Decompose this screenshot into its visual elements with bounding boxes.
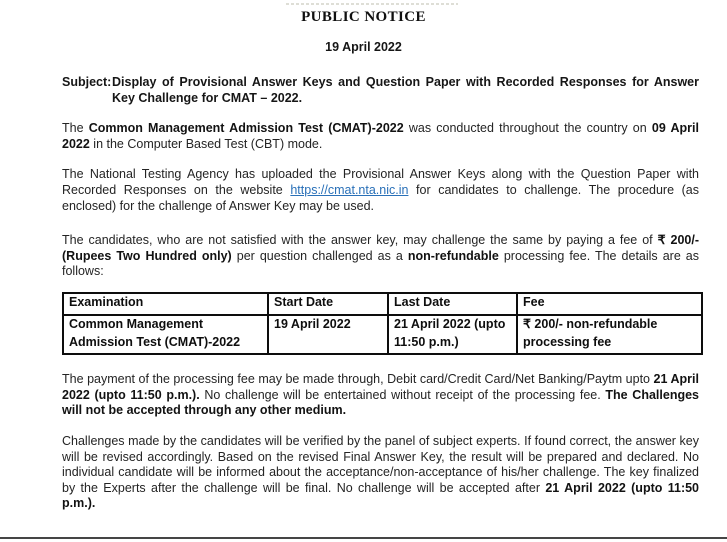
text-segment: 21 April 2022 (upto 11:50 p.m.). (62, 480, 700, 511)
table-cell: 19 April 2022 (268, 315, 388, 354)
text-segment: was conducted throughout the country on (403, 121, 652, 136)
text-segment: The (62, 121, 89, 136)
text-segment: The National Testing Agency has uploaded the Provisional Answer Keys along with the Question Paper with Recorded Responses on the website (62, 167, 699, 197)
table-row (63, 315, 702, 354)
text-segment: non-refundable (407, 248, 499, 263)
paragraph-answer-keys-uploaded (62, 167, 699, 214)
notice-date: 19 April 2022 (325, 40, 402, 54)
text-segment: Challenges made by the candidates will be verified by the panel of subject experts. If found correct, the answer key will be revised accordingly. Based on the revised Final Answer Key, the result will be prepared and declared. No individual candidate will be informed about the acceptance/non-acceptance of his/her challenge. The key finalized by the Experts after the challenge will be final. No challenge will be accepted after (62, 434, 699, 495)
paragraph-expert-verification (62, 434, 699, 512)
subject-text (112, 75, 699, 106)
text-segment: ₹ 200/- (Rupees Two Hundred only) (62, 233, 699, 263)
text-segment: in the Computer Based Test (CBT) mode. (89, 136, 323, 151)
text-segment: 09 April 2022 (62, 121, 699, 151)
page-top-artifact (286, 3, 458, 5)
text-segment: The Challenges will not be accepted through any other medium. (62, 387, 699, 418)
text-segment: The candidates, who are not satisfied with the answer key, may challenge the same by paying a fee of (62, 233, 658, 248)
cmat-website-link[interactable]: https://cmat.nta.nic.in (290, 182, 409, 197)
table-header-cell: Last Date (388, 293, 517, 315)
table-header-row (63, 293, 702, 315)
page-bottom-border (0, 537, 727, 539)
challenge-details-table (62, 292, 703, 355)
text-segment: Common Management Admission Test (CMAT)-2022 (88, 121, 404, 136)
table-cell: ₹ 200/- non-refundable processing fee (517, 315, 702, 354)
paragraph-challenge-fee (62, 233, 699, 280)
table-cell: Common Management Admission Test (CMAT)-2022 (63, 315, 268, 354)
subject-label: Subject: (62, 75, 112, 89)
text-segment: Display of Provisional Answer Keys and Question Paper with Recorded Responses for Answer Key Challenge for CMAT – 2022 (112, 75, 699, 105)
table-cell: 21 April 2022 (upto 11:50 p.m.) (388, 315, 517, 354)
text-segment: processing fee. The details are as follows: (62, 248, 699, 279)
notice-body (0, 75, 727, 512)
text-segment: per question challenged as a (231, 248, 408, 263)
table-header-cell: Start Date (268, 293, 388, 315)
text-segment: for candidates to challenge. The procedure (as enclosed) for the challenge of Answer Key may be used. (62, 182, 699, 213)
text-segment: The payment of the processing fee may be made through, Debit card/Credit Card/Net Banking/Paytm upto (62, 372, 654, 387)
text-segment: 21 April 2022 (upto 11:50 p.m.). (62, 372, 699, 402)
text-segment: No challenge will be entertained without receipt of the processing fee. (199, 387, 606, 402)
table-header-cell: Examination (63, 293, 268, 315)
page-title: PUBLIC NOTICE (301, 9, 426, 25)
table-header-cell: Fee (517, 293, 702, 315)
paragraph-payment-mode (62, 372, 699, 419)
paragraph-cmat-conducted (62, 121, 699, 152)
subject-line (62, 75, 699, 106)
text-segment: . (298, 90, 303, 105)
